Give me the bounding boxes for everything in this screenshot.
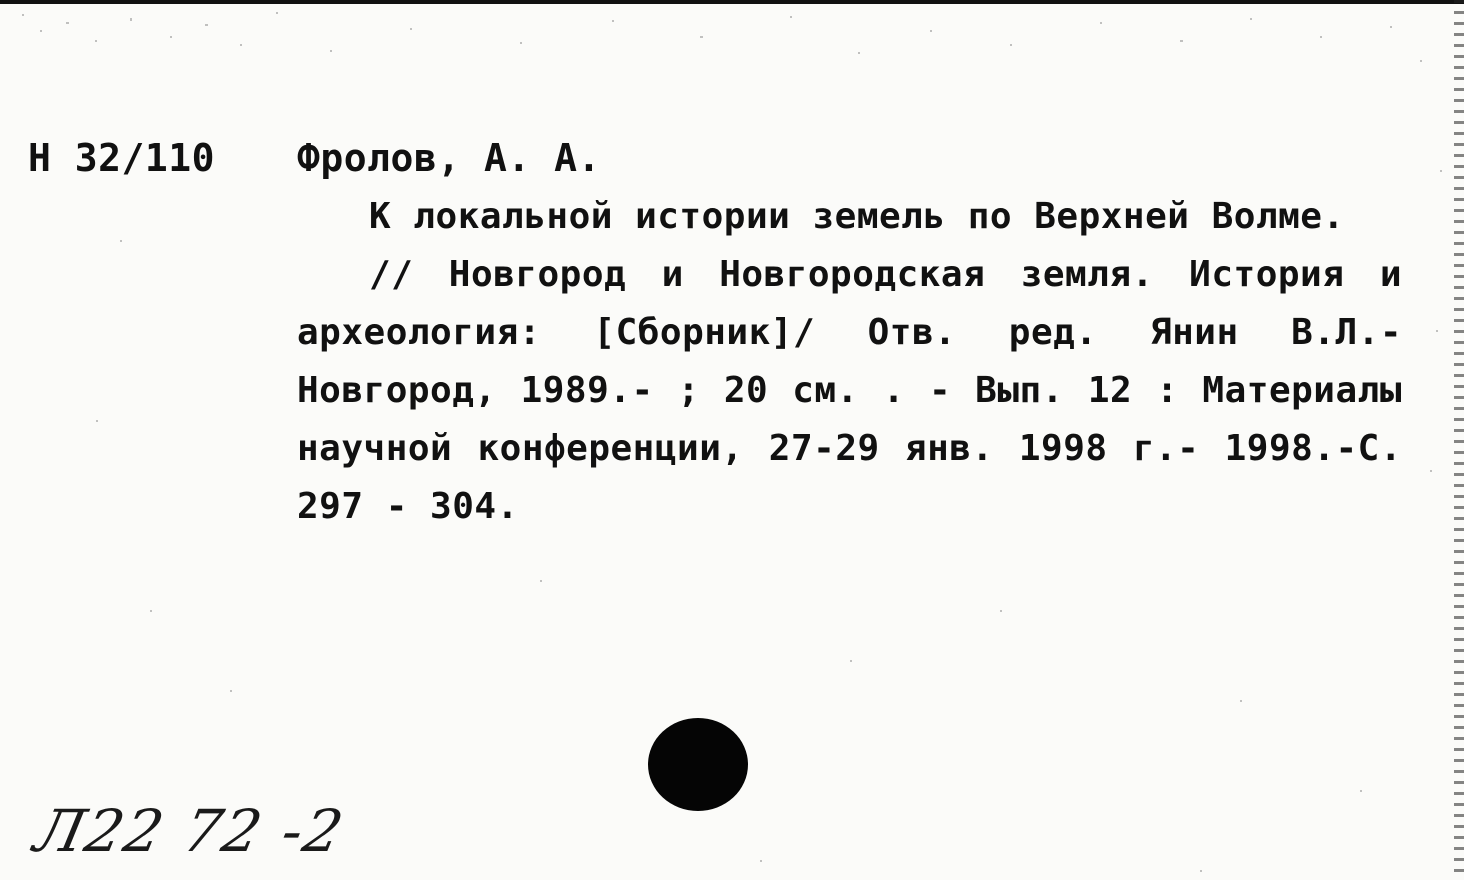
source-description: // Новгород и Новгородская земля. История и археология: [Сборник]/ Отв. ред. Янин В.Л.- Новгород, 1989.- ; 20 см. . - Вып. 12 : Материалы научной конференции, 27-29 янв. 1998 г.- 1998.-С. 297 - 304.	[297, 254, 1402, 527]
card-right-edge	[1454, 0, 1464, 880]
punch-hole	[648, 718, 748, 811]
bibliographic-entry	[297, 134, 1402, 536]
call-number: Н 32/110	[28, 136, 216, 180]
author: Фролов, А. А.	[297, 136, 601, 180]
handwritten-inventory-number: Л22 72 -2	[28, 797, 351, 865]
card-top-edge	[0, 0, 1464, 4]
title: К локальной истории земель по Верхней Волме.	[369, 196, 1345, 237]
